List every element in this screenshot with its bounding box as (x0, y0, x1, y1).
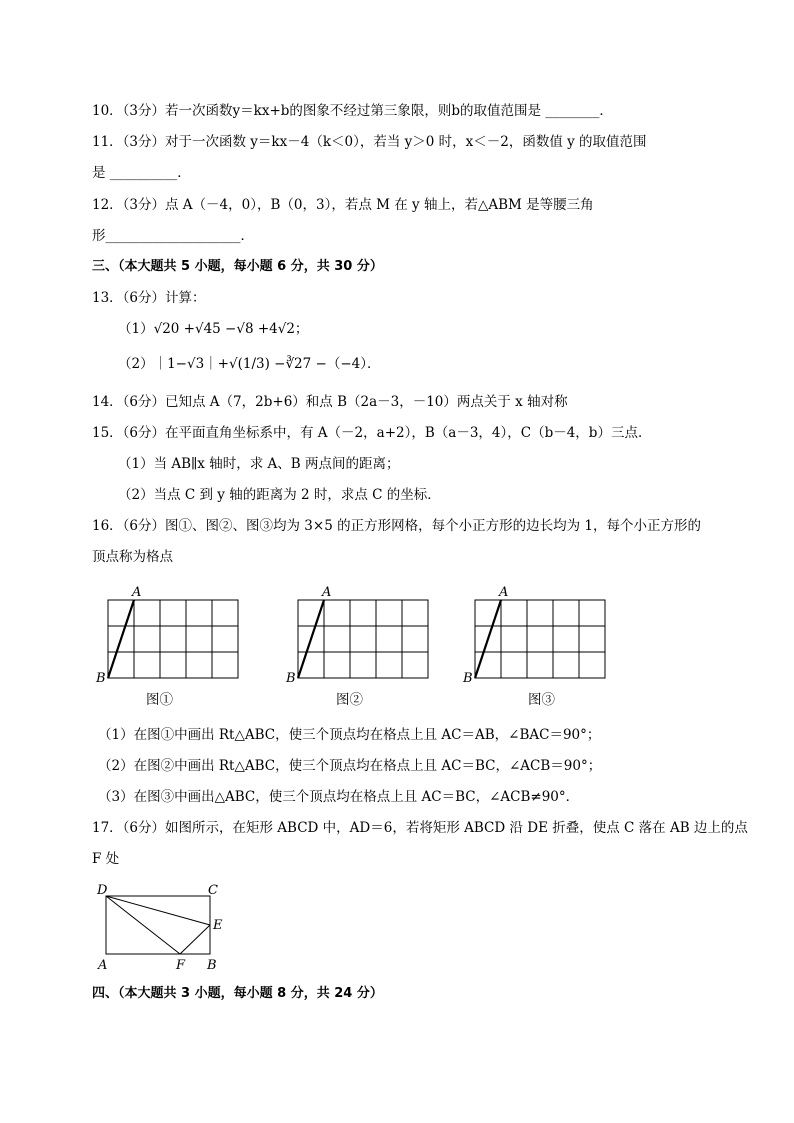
segment-df (106, 896, 180, 954)
question-16-part2: （2）在图②中画出 Rt△ABC，使三个顶点均在格点上且 AC＝BC，∠ACB＝90°； (98, 758, 602, 774)
label-c: C (208, 883, 218, 898)
grid-figures (92, 578, 732, 714)
label-a: A (499, 585, 509, 600)
question-13-part2: （2）｜1−√3｜+√(1/3) −∛27 −（−4）． (118, 356, 381, 372)
label-f: F (176, 958, 186, 973)
grid-3 (462, 585, 605, 686)
caption-3: 图③ (528, 692, 555, 708)
label-e: E (213, 918, 223, 933)
label-b: B (463, 671, 473, 686)
segment-de (106, 896, 210, 925)
question-15: 15．（6分）在平面直角坐标系中，有 A（－2，a+2），B（a－3，4），C（b－4，b）三点． (92, 425, 652, 441)
segment-fe (180, 925, 210, 954)
question-16-line2: 顶点称为格点 (92, 549, 173, 565)
caption-1: 图① (146, 692, 173, 708)
segment-ab (475, 600, 501, 678)
label-d: D (97, 883, 108, 898)
question-13: 13．（6分）计算： (92, 290, 206, 306)
question-13-part1: （1）√20 +√45 −√8 +4√2； (118, 321, 309, 337)
question-15-part1: （1）当 AB∥x 轴时，求 A、B 两点间的距离； (118, 456, 400, 472)
question-12-line2: 形____________________． (92, 228, 254, 244)
label-a: A (322, 585, 332, 600)
question-16-line1: 16．（6分）图①、图②、图③均为 3×5 的正方形网格，每个小正方形的边长均为 1，每个小正方形的 (92, 518, 701, 534)
label-b: B (96, 671, 106, 686)
section-3-heading: 三、（本大题共 5 小题，每小题 6 分，共 30 分） (92, 259, 383, 274)
question-11-line2: 是 __________． (92, 165, 191, 181)
question-14: 14．（6分）已知点 A（7，2b+6）和点 B（2a－3，－10）两点关于 x 轴对称 (92, 394, 568, 410)
rect-abcd (106, 896, 210, 954)
question-17-line1: 17．（6分）如图所示，在矩形 ABCD 中，AD＝6，若将矩形 ABCD 沿 DE 折叠，使点 C 落在 AB 边上的点 (92, 820, 748, 836)
grid-1 (95, 585, 238, 686)
question-15-part2: （2）当点 C 到 y 轴的距离为 2 时，求点 C 的坐标． (118, 487, 441, 503)
question-17-line2: F 处 (92, 851, 120, 867)
question-12-line1: 12．（3分）点 A（－4，0），B（0，3），若点 M 在 y 轴上，若△ABM 是等腰三角 (92, 197, 594, 213)
rectangle-figure (92, 878, 242, 978)
segment-ab (108, 600, 134, 678)
caption-2: 图② (336, 692, 363, 708)
label-b: B (286, 671, 296, 686)
grid-2 (285, 585, 428, 686)
question-10: 10．（3分）若一次函数y＝kx+b的图象不经过第三象限，则b的取值范围是 ________． (92, 103, 613, 119)
question-16-part1: （1）在图①中画出 Rt△ABC，使三个顶点均在格点上且 AC＝AB，∠BAC＝90°； (98, 727, 601, 743)
label-a: A (98, 958, 108, 973)
section-4-heading: 四、（本大题共 3 小题，每小题 8 分，共 24 分） (92, 986, 383, 1001)
question-16-part3: （3）在图③中画出△ABC，使三个顶点均在格点上且 AC＝BC，∠ACB≠90°． (98, 789, 580, 805)
question-11-line1: 11．（3分）对于一次函数 y＝kx－4（k＜0），若当 y＞0 时，x＜－2，函数值 y 的取值范围 (92, 134, 647, 150)
segment-ab (298, 600, 324, 678)
label-b: B (207, 958, 217, 973)
label-a: A (132, 585, 142, 600)
